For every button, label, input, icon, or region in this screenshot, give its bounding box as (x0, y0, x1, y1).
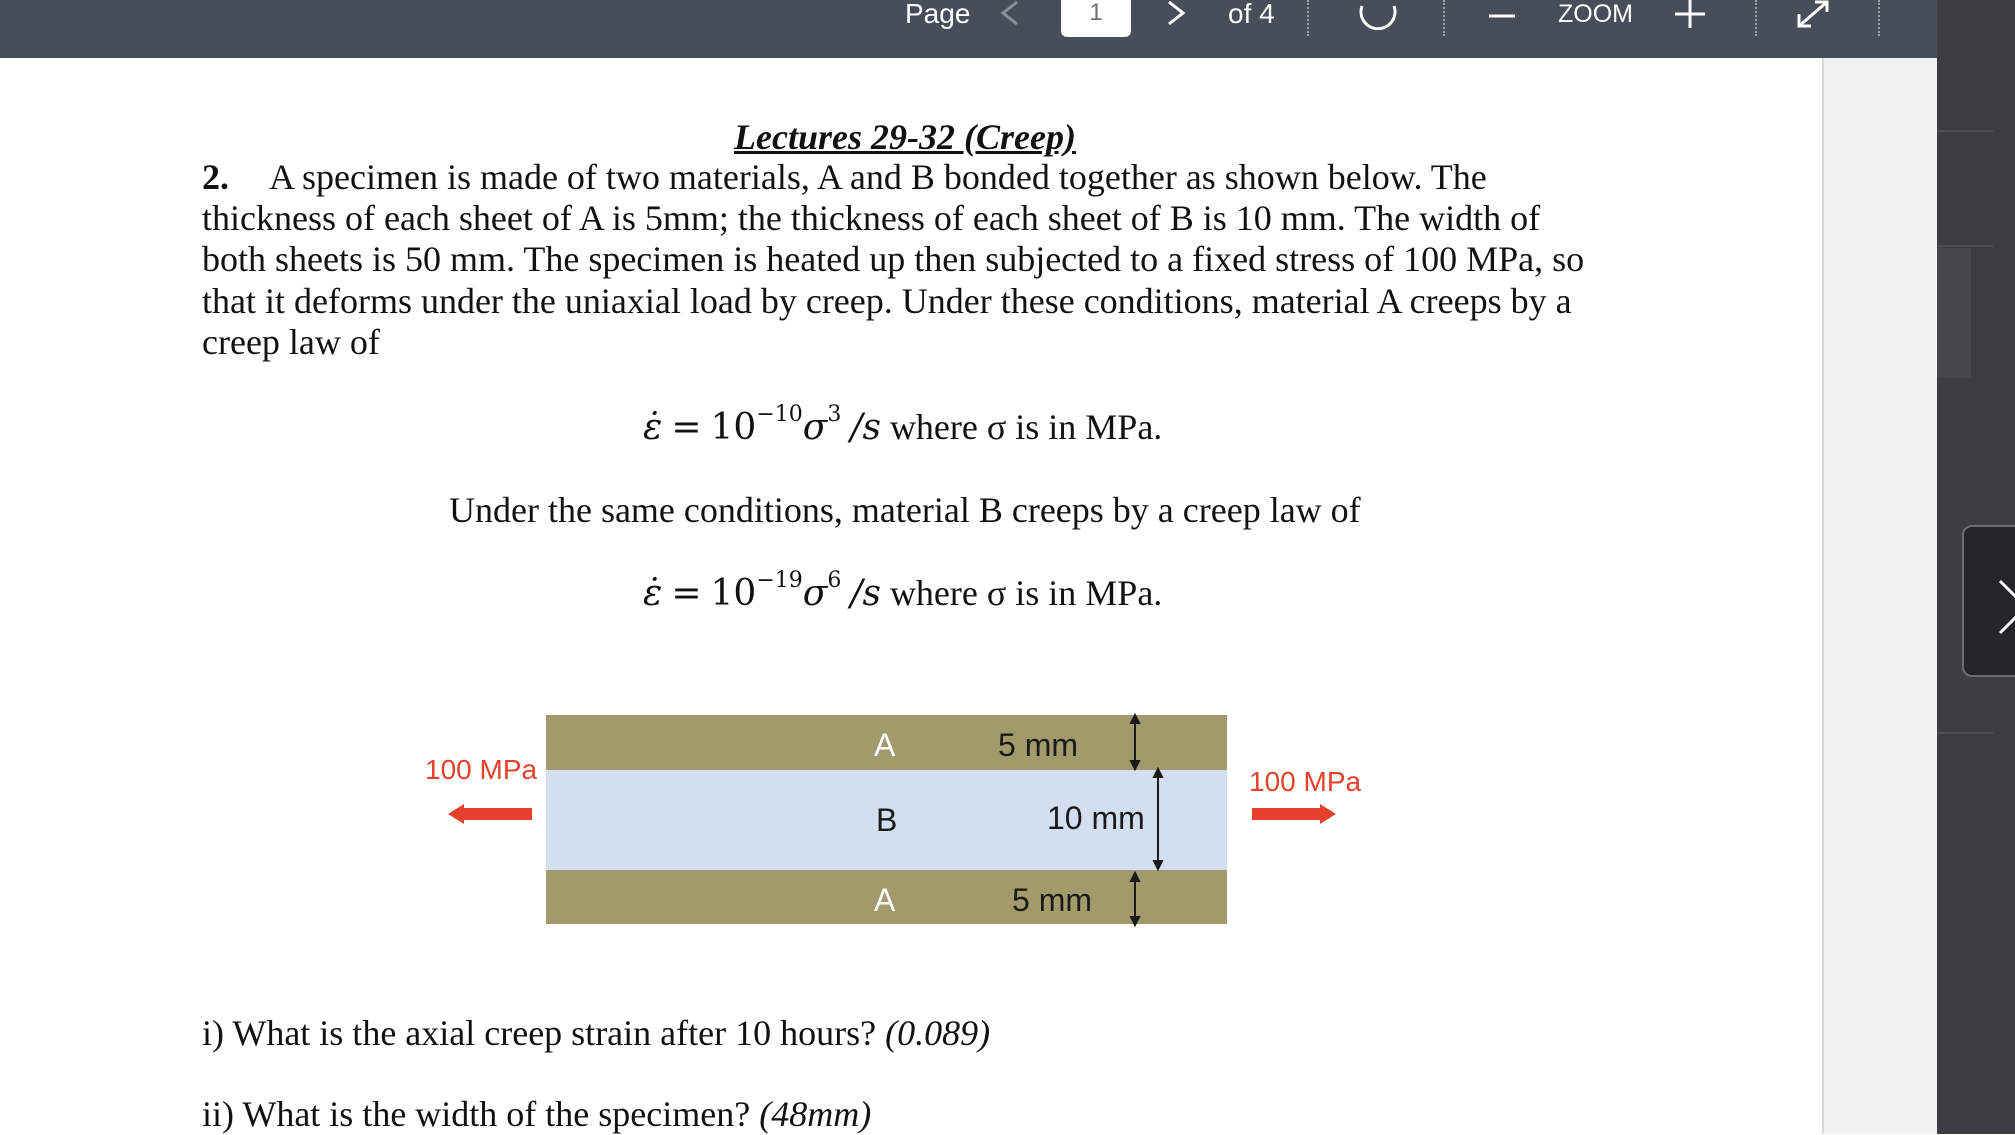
answer-2: (48mm) (759, 1094, 872, 1134)
page-gutter (1824, 58, 1937, 1134)
zoom-label: ZOOM (1558, 0, 1633, 28)
stress-left-label: 100 MPa (425, 754, 538, 785)
toolbar-divider (1878, 0, 1880, 36)
paragraph-line: that it deforms under the uniaxial load by creep. Under these conditions, material A creeps by a (202, 281, 1572, 321)
document-heading: Lectures 29-32 (Creep) (734, 117, 1076, 157)
expand-icon[interactable] (1795, 0, 1831, 30)
next-page-button[interactable] (1962, 525, 2015, 677)
paragraph-line (202, 157, 1487, 198)
page-count: of 4 (1228, 0, 1275, 29)
pdf-toolbar (0, 0, 1937, 58)
dim-bot-label: 5 mm (1012, 882, 1092, 918)
arrow-right-icon (1252, 800, 1337, 828)
chevron-right-icon (1996, 577, 2015, 637)
layer-a-top-label: A (874, 727, 896, 763)
chevron-left-icon[interactable] (997, 0, 1023, 28)
creep-law-a: ε̇ = $10^{-10}\sigma^3$ /s where σ is in MPa. (643, 402, 1163, 448)
toolbar-divider (1307, 0, 1309, 36)
creep-law-b: ε̇ = $10^{-19}\sigma^6$ /s where σ is in MPa. (643, 568, 1163, 614)
dim-top-label: 5 mm (998, 727, 1078, 763)
answer-1: (0.089) (885, 1013, 991, 1053)
page-label: Page (905, 0, 971, 29)
plus-icon[interactable] (1673, 0, 1707, 30)
paragraph-text: A specimen is made of two materials, A and B bonded together as shown below. The (269, 157, 1487, 197)
dim-mid-label: 10 mm (1047, 800, 1145, 836)
chevron-right-icon[interactable] (1163, 0, 1189, 28)
paragraph-line: creep law of (202, 322, 380, 362)
stress-right-label: 100 MPa (1249, 766, 1362, 797)
toolbar-divider (1755, 0, 1757, 36)
layer-b-label: B (876, 802, 898, 838)
middle-sentence: Under the same conditions, material B creeps by a creep law of (449, 490, 1361, 530)
question-1: i) What is the axial creep strain after 10 hours? (0.089) (202, 1013, 991, 1053)
layer-a-bottom-label: A (874, 882, 896, 918)
toolbar-divider (1443, 0, 1445, 36)
page-number-input[interactable]: 1 (1061, 0, 1131, 37)
side-panel-divider (1937, 732, 1993, 734)
arrow-left-icon (448, 800, 533, 828)
rotate-icon[interactable] (1358, 0, 1398, 30)
question-2: ii) What is the width of the specimen? (48mm) (202, 1094, 872, 1134)
paragraph-line: thickness of each sheet of A is 5mm; the thickness of each sheet of B is 10 mm. The width of (202, 198, 1541, 238)
side-panel-divider (1937, 130, 1993, 132)
paragraph-line: both sheets is 50 mm. The specimen is heated up then subjected to a fixed stress of 100 MPa, so (202, 239, 1585, 279)
dimension-arrows (1120, 712, 1180, 927)
problem-number: 2. (202, 157, 229, 197)
side-panel-divider (1937, 245, 1993, 247)
side-panel-thumbnail (1937, 248, 1971, 378)
minus-icon[interactable] (1487, 0, 1517, 30)
